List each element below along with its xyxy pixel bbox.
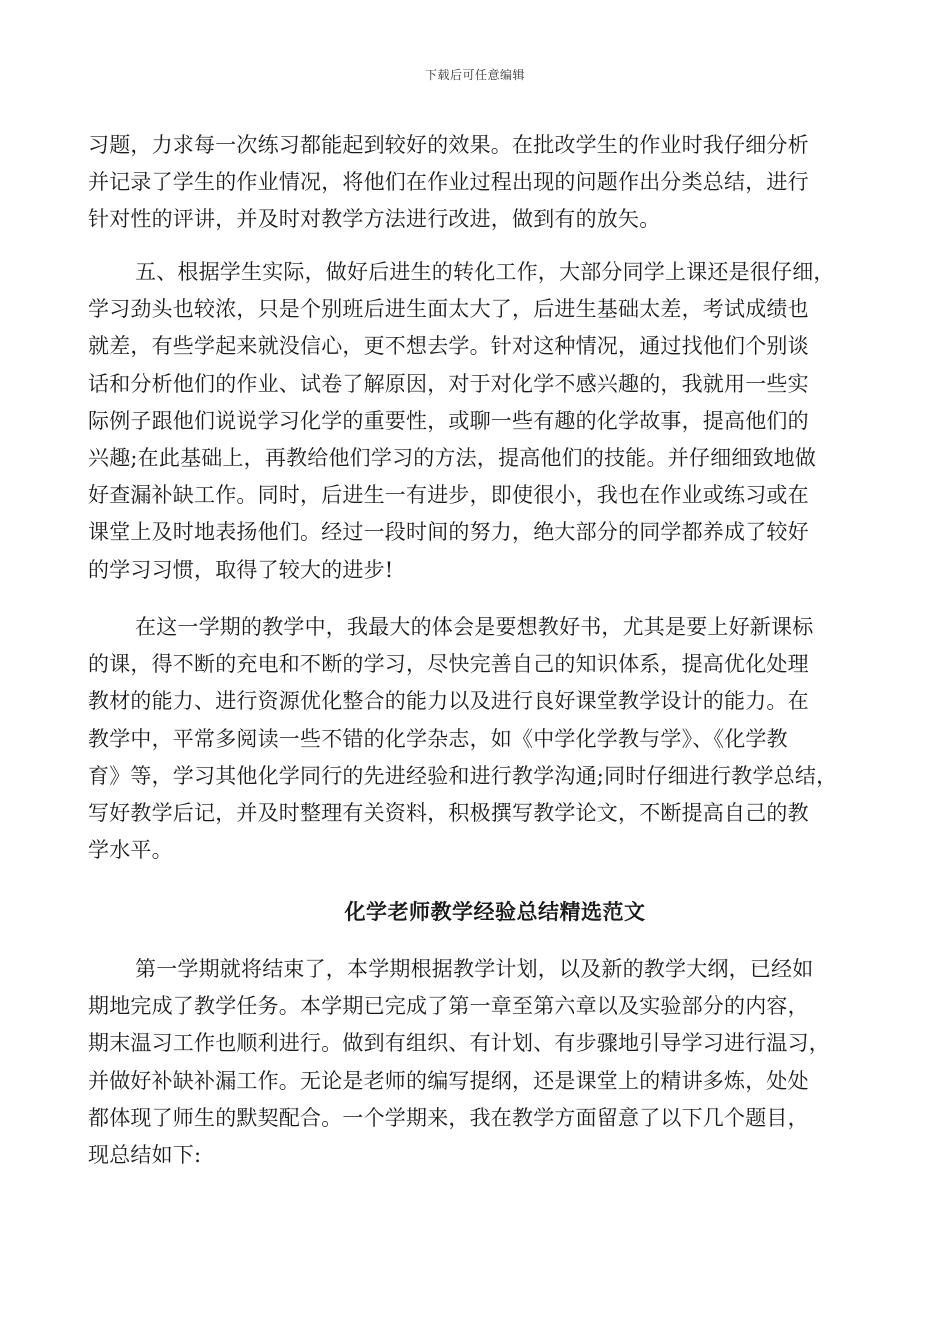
text-line: 习题，力求每一次练习都能起到较好的效果。在批改学生的作业时我仔细分析: [88, 133, 809, 157]
text-line: 就差，有些学起来就没信心，更不想去学。针对这种情况，通过找他们个别谈: [88, 334, 809, 359]
text-line: 兴趣;在此基础上，再教给他们学习的方法，提高他们的技能。并仔细细致地做: [88, 446, 817, 471]
text-line: 期末温习工作也顺利进行。做到有组织、有计划、有步骤地引导学习进行温习，: [88, 1031, 830, 1056]
text-line: 育》等，学习其他化学同行的先进经验和进行教学沟通;同时仔细进行教学总结，: [88, 763, 838, 788]
text-line: 学习劲头也较浓，只是个别班后进生面太大了，后进生基础太差，考试成绩也: [88, 297, 809, 322]
text-line: 的课，得不断的充电和不断的学习，尽快完善自己的知识体系，提高优化处理: [88, 652, 809, 677]
paragraph-1: [88, 127, 868, 239]
text-line: 针对性的评讲，并及时对教学方法进行改进，做到有的放矢。: [88, 207, 661, 232]
paragraph-4: [88, 951, 868, 1174]
text-line: 的学习习惯，取得了较大的进步!: [88, 557, 394, 582]
text-line: 并记录了学生的作业情况，将他们在作业过程出现的问题作出分类总结，进行: [88, 170, 809, 195]
text-line: 教材的能力、进行资源优化整合的能力以及进行良好课堂教学设计的能力。在: [88, 689, 809, 714]
text-line: 都体现了师生的默契配合。一个学期来，我在教学方面留意了以下几个题目，: [88, 1105, 809, 1130]
page-header: 下载后可任意编辑: [424, 68, 525, 82]
text-line: 际例子跟他们说说学习化学的重要性，或聊一些有趣的化学故事，提高他们的: [88, 408, 809, 433]
text-line: 学水平。: [88, 838, 173, 863]
text-line: 五、根据学生实际，做好后进生的转化工作，大部分同学上课还是很仔细，: [135, 260, 835, 284]
paragraph-2: [88, 254, 868, 589]
text-line: 课堂上及时地表扬他们。经过一段时间的努力，绝大部分的同学都养成了较好: [88, 520, 809, 545]
text-line: 好查漏补缺工作。同时，后进生一有进步，即使很小，我也在作业或练习或在: [88, 483, 809, 508]
text-line: 并做好补缺补漏工作。无论是老师的编写提纲，还是课堂上的精讲多炼，处处: [88, 1068, 809, 1093]
text-line: 话和分析他们的作业、试卷了解原因，对于对化学不感兴趣的，我就用一些实: [88, 371, 809, 396]
text-line: 第一学期就将结束了，本学期根据教学计划，以及新的教学大纲，已经如: [135, 957, 814, 981]
text-line: 写好教学后记，并及时整理有关资料，积极撰写教学论文，不断提高自己的教: [88, 801, 809, 826]
text-line: 期地完成了教学任务。本学期已完成了第一章至第六章以及实验部分的内容，: [88, 994, 809, 1019]
text-line: 在这一学期的教学中，我最大的体会是要想教好书，尤其是要上好新课标: [135, 615, 814, 639]
paragraph-3: [88, 609, 868, 869]
section-heading: 化学老师教学经验总结精选范文: [344, 899, 646, 924]
text-line: 现总结如下:: [88, 1143, 202, 1168]
text-line: 教学中，平常多阅读一些不错的化学杂志，如《中学化学教与学》、《化学教: [88, 726, 788, 751]
